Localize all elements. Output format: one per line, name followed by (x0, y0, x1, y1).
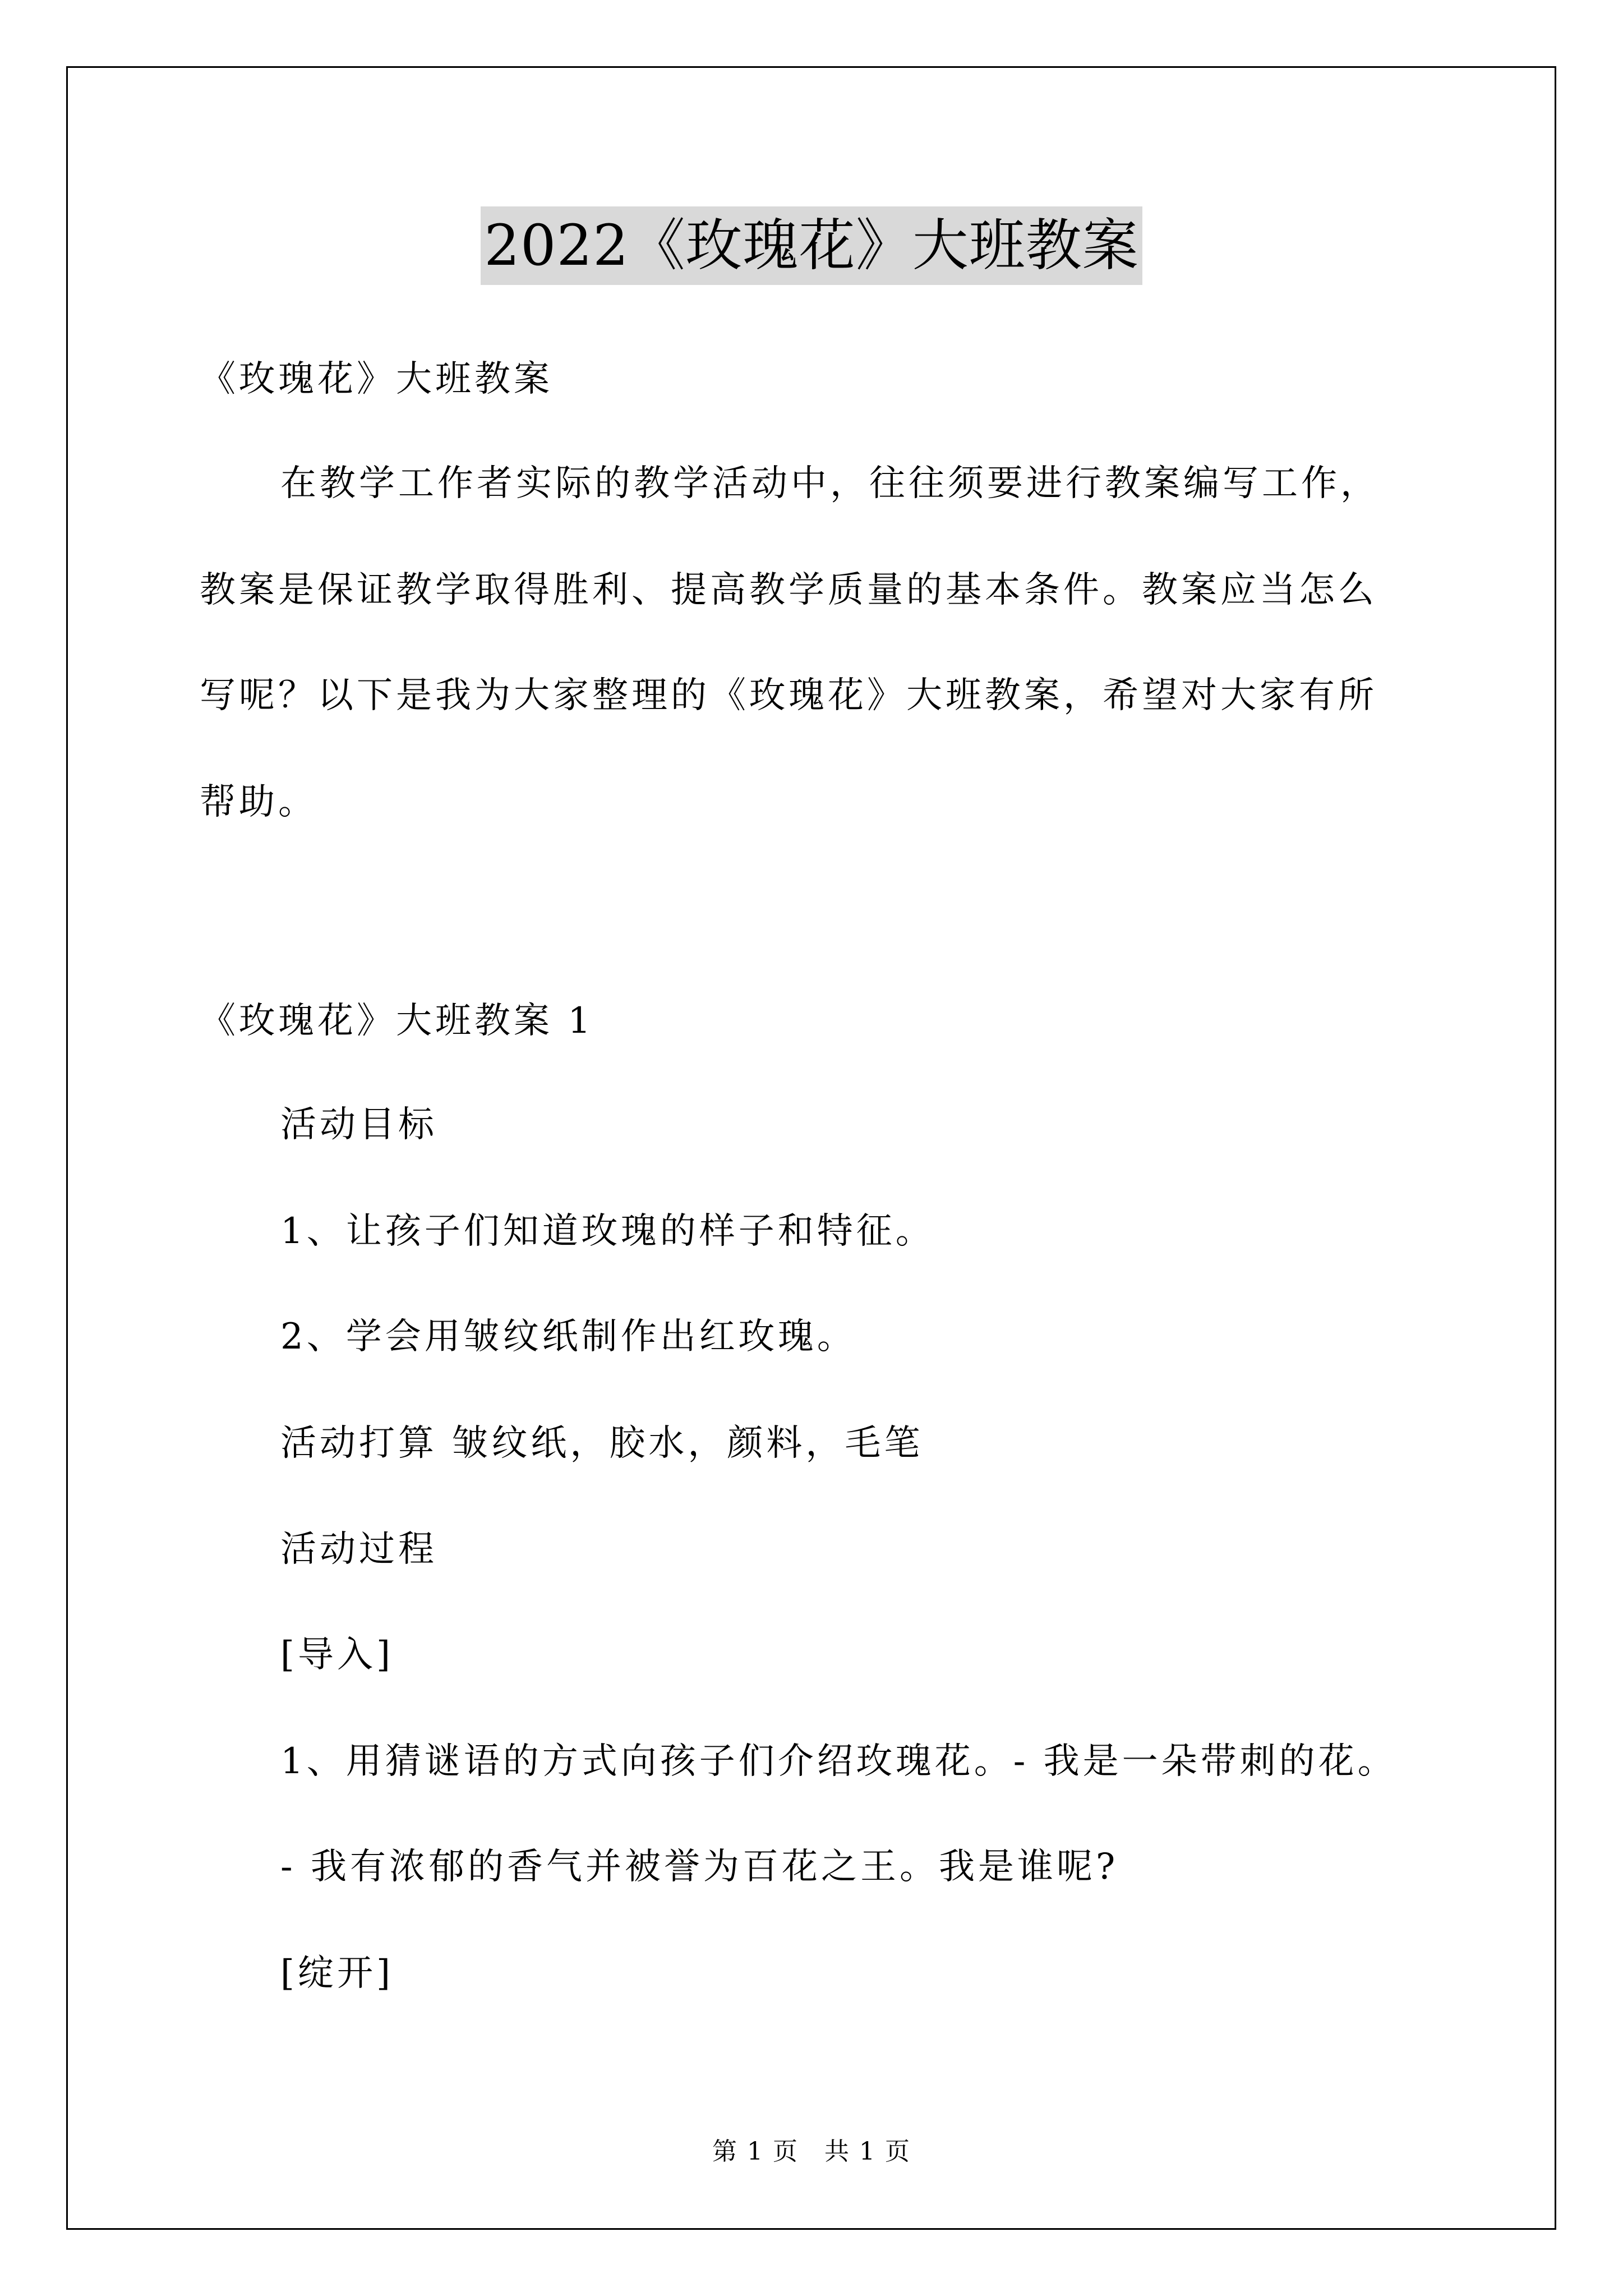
document-title: 2022《玫瑰花》大班教案 (481, 206, 1142, 285)
intro-line-3: 写呢？以下是我为大家整理的《玫瑰花》大班教案，希望对大家有所 (200, 675, 1377, 716)
body-line-4: 活动打算 皱纹纸，胶水，颜料，毛笔 (280, 1423, 924, 1464)
page-footer: 第 1 页 共 1 页 (712, 2137, 911, 2166)
body-line-2: 1、让孩子们知道玫瑰的样子和特征。 (280, 1211, 935, 1252)
body-line-6: [导入] (280, 1634, 394, 1676)
body-line-7: 1、用猜谜语的方式向孩子们介绍玫瑰花。- 我是一朵带刺的花。 (280, 1741, 1397, 1782)
intro-line-4: 帮助。 (200, 781, 317, 823)
title-container (0, 206, 1623, 285)
intro-line-1: 在教学工作者实际的教学活动中，往往须要进行教案编写工作， (280, 463, 1380, 504)
body-line-8: - 我有浓郁的香气并被誉为百花之王。我是谁呢? (280, 1846, 1119, 1888)
subtitle: 《玫瑰花》大班教案 (200, 358, 553, 400)
body-line-5: 活动过程 (280, 1529, 437, 1570)
intro-line-2: 教案是保证教学取得胜利、提高教学质量的基本条件。教案应当怎么 (200, 569, 1377, 611)
body-line-3: 2、学会用皱纹纸制作出红玫瑰。 (280, 1316, 856, 1358)
body-line-1: 活动目标 (280, 1104, 437, 1145)
body-line-9: [绽开] (280, 1953, 394, 1994)
section-heading: 《玫瑰花》大班教案 1 (200, 1000, 594, 1042)
